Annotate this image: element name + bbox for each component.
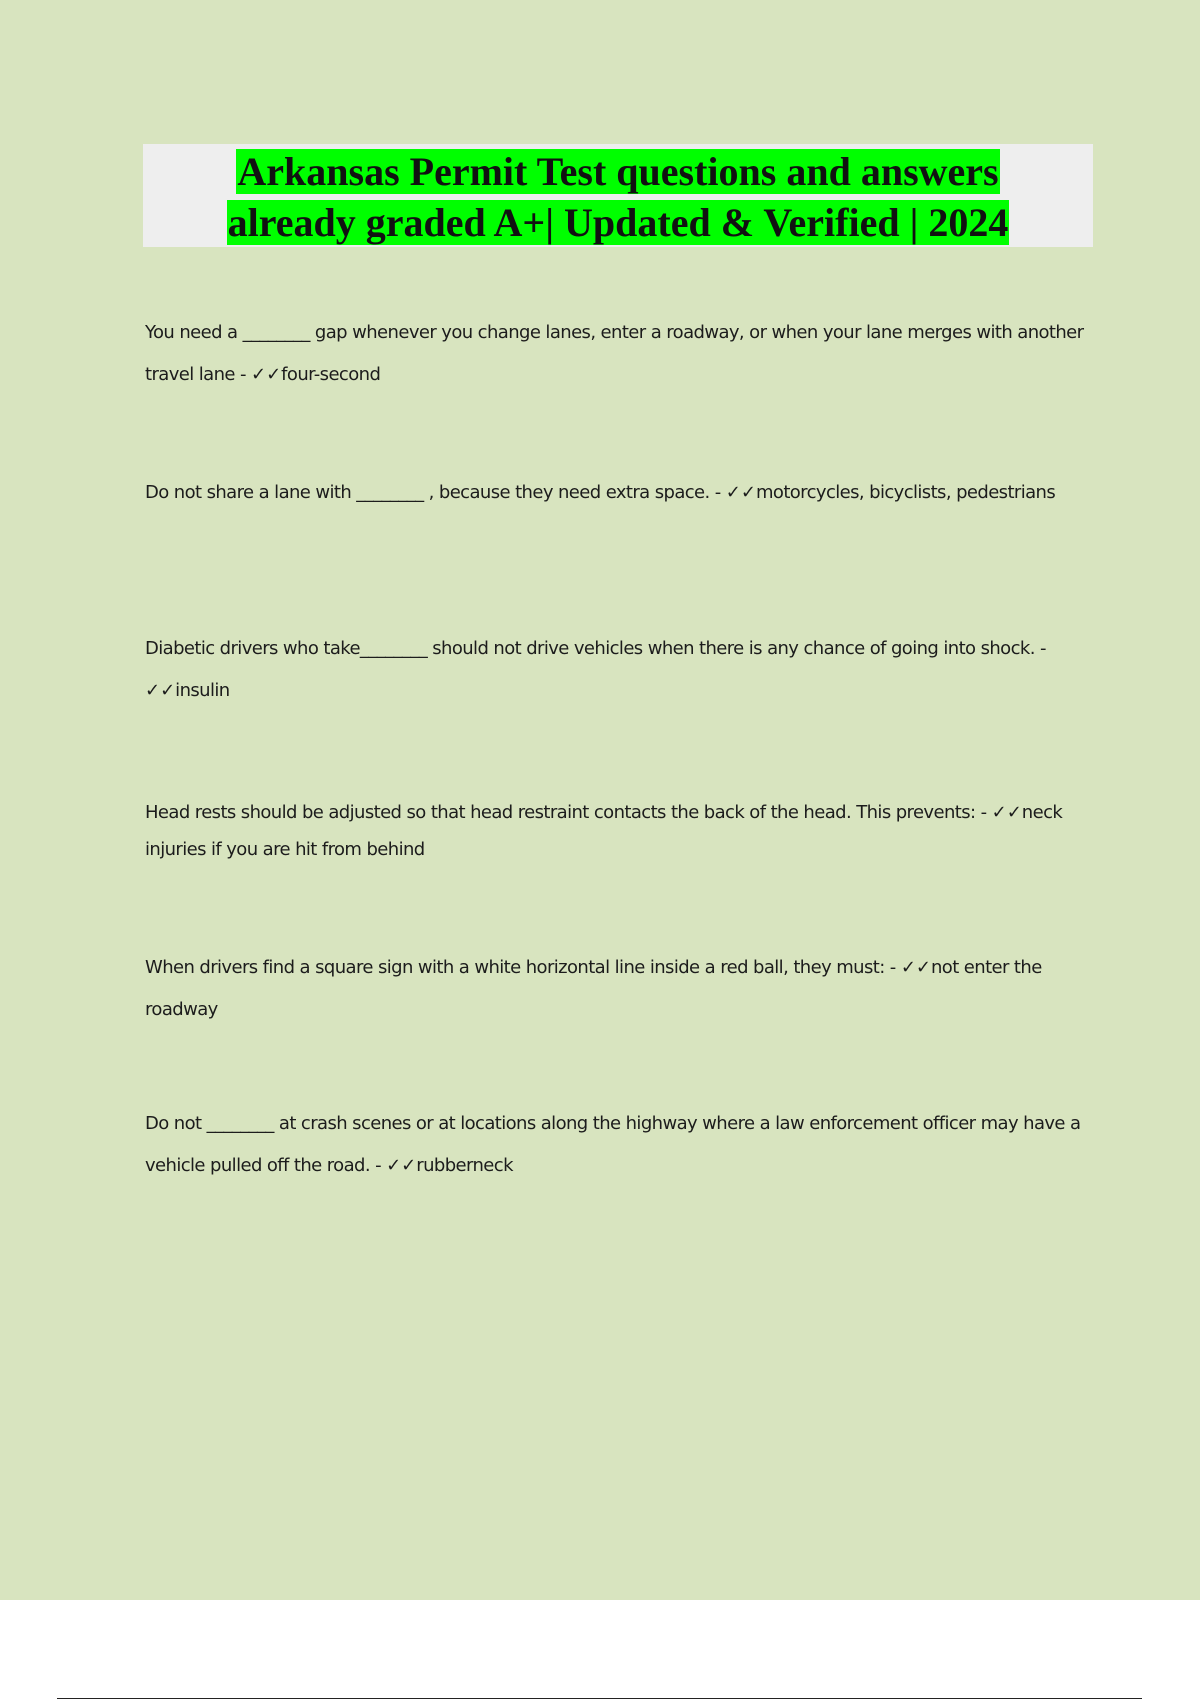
document-title [143,146,1093,248]
check-mark-icon: ✓✓ [991,802,1022,823]
question-text: Diabetic drivers who take________ should not drive vehicles when there is any chance of going into shock. - [145,638,1046,659]
answer-text: four-second [281,364,381,385]
qa-item-6 [145,1103,1085,1187]
check-mark-icon: ✓✓ [900,957,931,978]
title-line-1: Arkansas Permit Test questions and answers [237,149,999,194]
title-line-2: already graded A+| Updated & Verified | 2024 [227,200,1009,245]
question-text: You need a ________ gap whenever you change lanes, enter a roadway, or when your lane merges with another travel lane - [145,322,1084,385]
question-text: Do not share a lane with ________ , because they need extra space. - [145,482,726,503]
qa-item-2 [145,472,1085,514]
question-text: Do not ________ at crash scenes or at locations along the highway where a law enforcement officer may have a vehicle pulled off the road. - [145,1113,1081,1176]
qa-item-3 [145,628,1085,712]
check-mark-icon: ✓✓ [145,680,176,701]
check-mark-icon: ✓✓ [725,482,756,503]
answer-text: not enter the roadway [145,957,1042,1020]
answer-text: rubberneck [416,1155,513,1176]
check-mark-icon: ✓✓ [386,1155,417,1176]
question-text: When drivers find a square sign with a white horizontal line inside a red ball, they must: - [145,957,901,978]
question-text: Head rests should be adjusted so that head restraint contacts the back of the head. This prevents: - [145,802,992,823]
footer-rule [57,1698,1142,1699]
qa-item-1 [145,312,1085,396]
answer-text: motorcycles, bicyclists, pedestrians [755,482,1056,503]
check-mark-icon: ✓✓ [251,364,282,385]
qa-item-5 [145,947,1085,1031]
qa-item-4 [145,794,1085,868]
answer-text: neck injuries if you are hit from behind [145,802,1063,860]
answer-text: insulin [175,680,230,701]
